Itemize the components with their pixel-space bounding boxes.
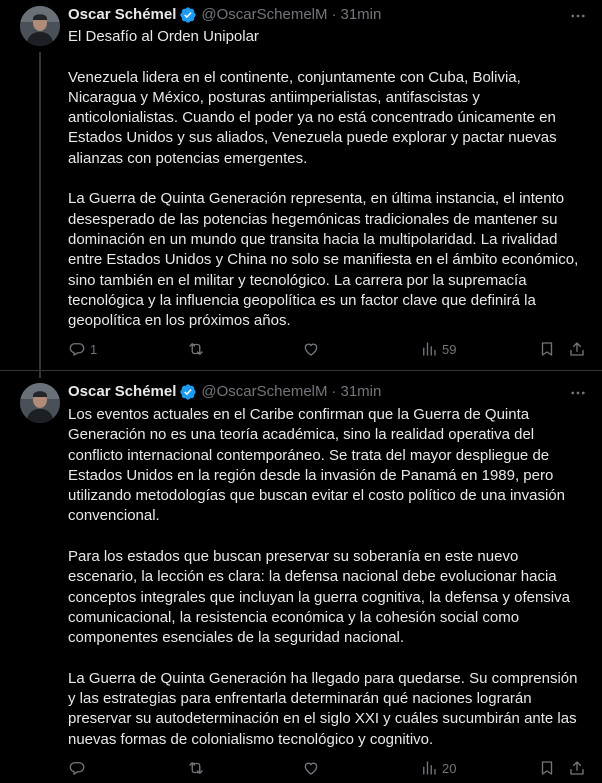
tweet[interactable]: [0, 0, 602, 370]
repost-button[interactable]: [187, 757, 209, 779]
share-icon: [568, 759, 586, 777]
separator-dot: ·: [331, 6, 337, 23]
timestamp[interactable]: 31min: [340, 6, 382, 23]
more-icon[interactable]: [568, 383, 588, 403]
share-button[interactable]: [568, 338, 586, 360]
like-icon: [302, 340, 320, 358]
tweet-header: [68, 5, 562, 25]
tweet[interactable]: [0, 371, 602, 783]
bookmark-button[interactable]: [538, 757, 556, 779]
separator-dot: ·: [331, 383, 337, 400]
like-button[interactable]: [302, 338, 324, 360]
reply-icon: [68, 340, 86, 358]
tweet-header: [68, 382, 562, 402]
views-button[interactable]: [420, 338, 456, 360]
reply-button[interactable]: [68, 338, 97, 360]
timestamp[interactable]: 31min: [340, 383, 382, 400]
repost-icon: [187, 340, 205, 358]
avatar[interactable]: [20, 383, 60, 423]
author-handle[interactable]: @OscarSchemelM: [201, 6, 328, 23]
tweet-actions: [68, 338, 590, 360]
bookmark-button[interactable]: [538, 338, 556, 360]
tweet-actions: [68, 757, 590, 779]
repost-button[interactable]: [187, 338, 209, 360]
tweet-text: El Desafío al Orden Unipolar Venezuela lidera en el continente, conjuntamente con Cuba, Bolivia, Nicaragua y México, posturas antiimperialistas, antifascistas y anticolonialistas. Cuando el poder ya no está concentrado únicamente en Estados Unidos y sus aliados, Venezuela puede explorar y pactar nuevas alianzas con potencias emergentes. La Guerra de Quinta Generación representa, en última instancia, el intento desesperado de las potencias hegemónicas tradicionales de mantener su dominación en un mundo que transita hacia la multipolaridad. La rivalidad entre Estados Unidos y China no solo se manifiesta en el ámbito económico, sino también en el militar y tecnológico. La carrera por la supremacía tecnológica y la influencia geopolítica es un factor clave que definirá la geopolítica en los próximos años.: [68, 28, 579, 330]
views-count: 20: [442, 760, 457, 776]
like-button[interactable]: [302, 757, 324, 779]
reply-count: 1: [90, 341, 98, 357]
verified-badge-icon: [179, 383, 197, 401]
author-handle[interactable]: @OscarSchemelM: [201, 383, 328, 400]
thread-line: [39, 52, 41, 378]
like-icon: [302, 759, 320, 777]
views-count: 59: [442, 341, 457, 357]
views-icon: [420, 340, 438, 358]
reply-button[interactable]: [68, 757, 90, 779]
author-name[interactable]: Oscar Schémel: [68, 383, 177, 400]
repost-icon: [187, 759, 205, 777]
share-button[interactable]: [568, 757, 586, 779]
author-name[interactable]: Oscar Schémel: [68, 6, 177, 23]
share-icon: [568, 340, 586, 358]
bookmark-icon: [538, 340, 556, 358]
avatar[interactable]: [20, 6, 60, 46]
more-icon[interactable]: [568, 6, 588, 26]
verified-badge-icon: [179, 6, 197, 24]
tweet-text: Los eventos actuales en el Caribe confirman que la Guerra de Quinta Generación no es una teoría académica, sino la realidad operativa del conflicto internacional contemporáneo. Se trata del mayor despliegue de Estados Unidos en la región desde la invasión de Panamá en 1989, pero utilizando metodologías que buscan evitar el costo político de una invasión convencional. Para los estados que buscan preservar su soberanía en este nuevo escenario, la lección es clara: la defensa nacional debe evolucionar hacia conceptos integrales que incluyan la guerra cognitiva, la defensa y ofensiva comunicacional, la resistencia económica y la cohesión social como componentes esenciales de la seguridad nacional. La Guerra de Quinta Generación ha llegado para quedarse. Su comprensión y las estrategias para enfrentarla determinarán qué naciones lograrán preservar su autodeterminación en el siglo XXI y cuáles sucumbirán ante las nuevas formas de colonialismo tecnológico y cognitivo.: [68, 406, 578, 748]
bookmark-icon: [538, 759, 556, 777]
views-button[interactable]: [420, 757, 456, 779]
reply-icon: [68, 759, 86, 777]
views-icon: [420, 759, 438, 777]
